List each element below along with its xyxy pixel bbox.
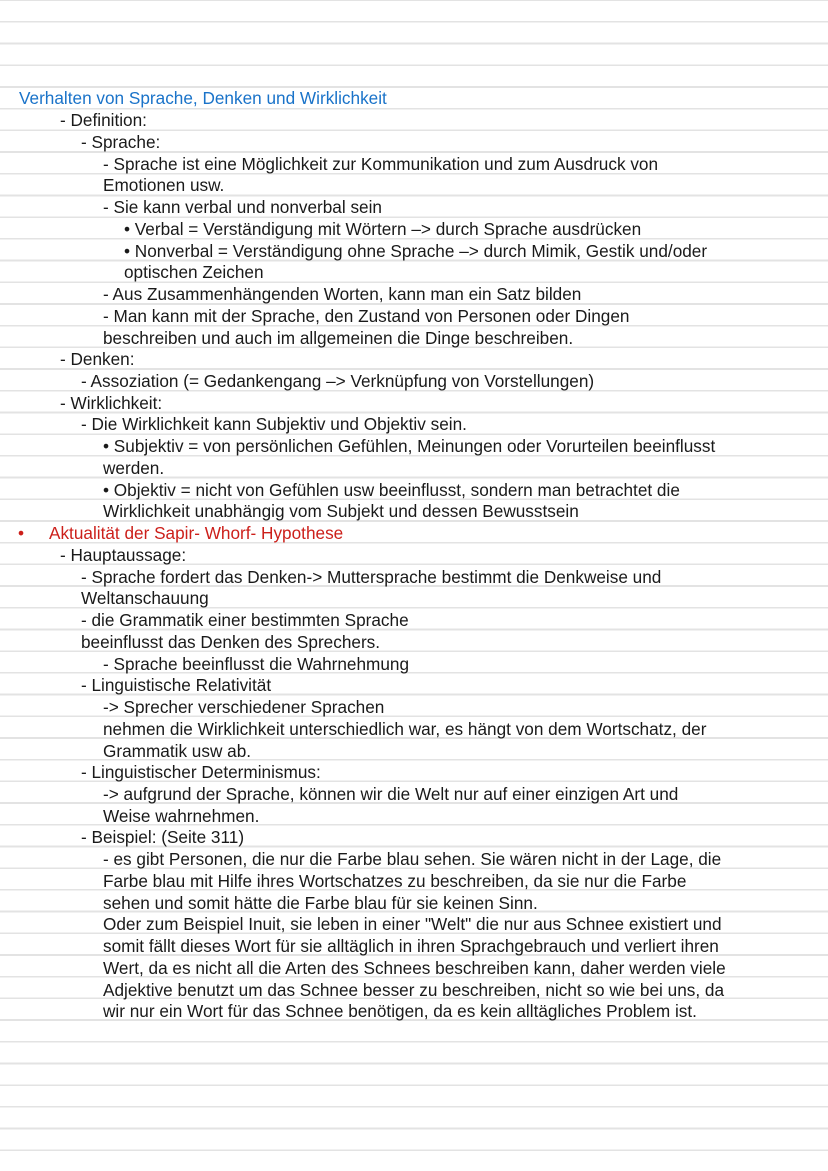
- note-line: Grammatik usw ab.: [103, 741, 252, 761]
- note-line: werden.: [103, 458, 165, 478]
- note-line: sehen und somit hätte die Farbe blau für sie keinen Sinn.: [103, 893, 538, 913]
- note-line: - Sprache beeinflusst die Wahrnehmung: [103, 654, 410, 674]
- note-line: - Assoziation (= Gedankengang –> Verknüpfung von Vorstellungen): [81, 371, 595, 391]
- note-line: - Hauptaussage:: [60, 545, 187, 565]
- section-heading: Aktualität der Sapir- Whorf- Hypothese: [49, 523, 344, 543]
- note-line: - Linguistische Relativität: [81, 675, 272, 695]
- note-line: - Linguistischer Determinismus:: [81, 762, 321, 782]
- note-line: beeinflusst das Denken des Sprechers.: [81, 632, 381, 652]
- note-line: Weise wahrnehmen.: [103, 806, 260, 826]
- note-line: Emotionen usw.: [103, 175, 225, 195]
- note-line: Wirklichkeit unabhängig vom Subjekt und dessen Bewusstsein: [103, 501, 579, 521]
- note-line: - Man kann mit der Sprache, den Zustand von Personen oder Dingen: [103, 306, 630, 326]
- note-line: Weltanschauung: [81, 588, 209, 608]
- note-line: Oder zum Beispiel Inuit, sie leben in einer "Welt" die nur aus Schnee existiert und: [103, 914, 722, 934]
- note-line: - Sprache fordert das Denken-> Muttersprache bestimmt die Denkweise und: [81, 567, 662, 587]
- note-line: -> Sprecher verschiedener Sprachen: [103, 697, 385, 717]
- note-line: - es gibt Personen, die nur die Farbe blau sehen. Sie wären nicht in der Lage, die: [103, 849, 722, 869]
- note-line: - Aus Zusammenhängenden Worten, kann man ein Satz bilden: [103, 284, 582, 304]
- note-line: • Verbal = Verständigung mit Wörtern –> durch Sprache ausdrücken: [124, 219, 642, 239]
- note-line: - Sprache ist eine Möglichkeit zur Kommunikation und zum Ausdruck von: [103, 154, 659, 174]
- note-line: • Nonverbal = Verständigung ohne Sprache –> durch Mimik, Gestik und/oder: [124, 241, 708, 261]
- page-title: Verhalten von Sprache, Denken und Wirklichkeit: [19, 88, 387, 108]
- note-line: - Sprache:: [81, 132, 161, 152]
- bullet-icon: •: [18, 523, 25, 543]
- note-line: -> aufgrund der Sprache, können wir die Welt nur auf einer einzigen Art und: [103, 784, 679, 804]
- note-line: nehmen die Wirklichkeit unterschiedlich war, es hängt von dem Wortschatz, der: [103, 719, 707, 739]
- note-line: wir nur ein Wort für das Schnee benötigen, da es kein alltägliches Problem ist.: [103, 1001, 697, 1021]
- note-line: - Wirklichkeit:: [60, 393, 163, 413]
- note-line: - die Grammatik einer bestimmten Sprache: [81, 610, 409, 630]
- note-line: Wert, da es nicht all die Arten des Schnees beschreiben kann, daher werden viele: [103, 958, 726, 978]
- note-line: - Die Wirklichkeit kann Subjektiv und Objektiv sein.: [81, 414, 467, 434]
- note-line: somit fällt dieses Wort für sie alltäglich in ihren Sprachgebrauch und verliert ihren: [103, 936, 719, 956]
- note-line: - Beispiel: (Seite 311): [81, 827, 245, 847]
- note-line: • Objektiv = nicht von Gefühlen usw beeinflusst, sondern man betrachtet die: [103, 480, 680, 500]
- note-line: Adjektive benutzt um das Schnee besser zu beschreiben, nicht so wie bei uns, da: [103, 980, 725, 1000]
- note-line: • Subjektiv = von persönlichen Gefühlen, Meinungen oder Vorurteilen beeinflusst: [103, 436, 716, 456]
- note-line: - Definition:: [60, 110, 147, 130]
- note-line: - Denken:: [60, 349, 135, 369]
- note-line: - Sie kann verbal und nonverbal sein: [103, 197, 382, 217]
- note-line: beschreiben und auch im allgemeinen die Dinge beschreiben.: [103, 328, 574, 348]
- note-line: Farbe blau mit Hilfe ihres Wortschatzes zu beschreiben, da sie nur die Farbe: [103, 871, 687, 891]
- note-line: optischen Zeichen: [124, 262, 264, 282]
